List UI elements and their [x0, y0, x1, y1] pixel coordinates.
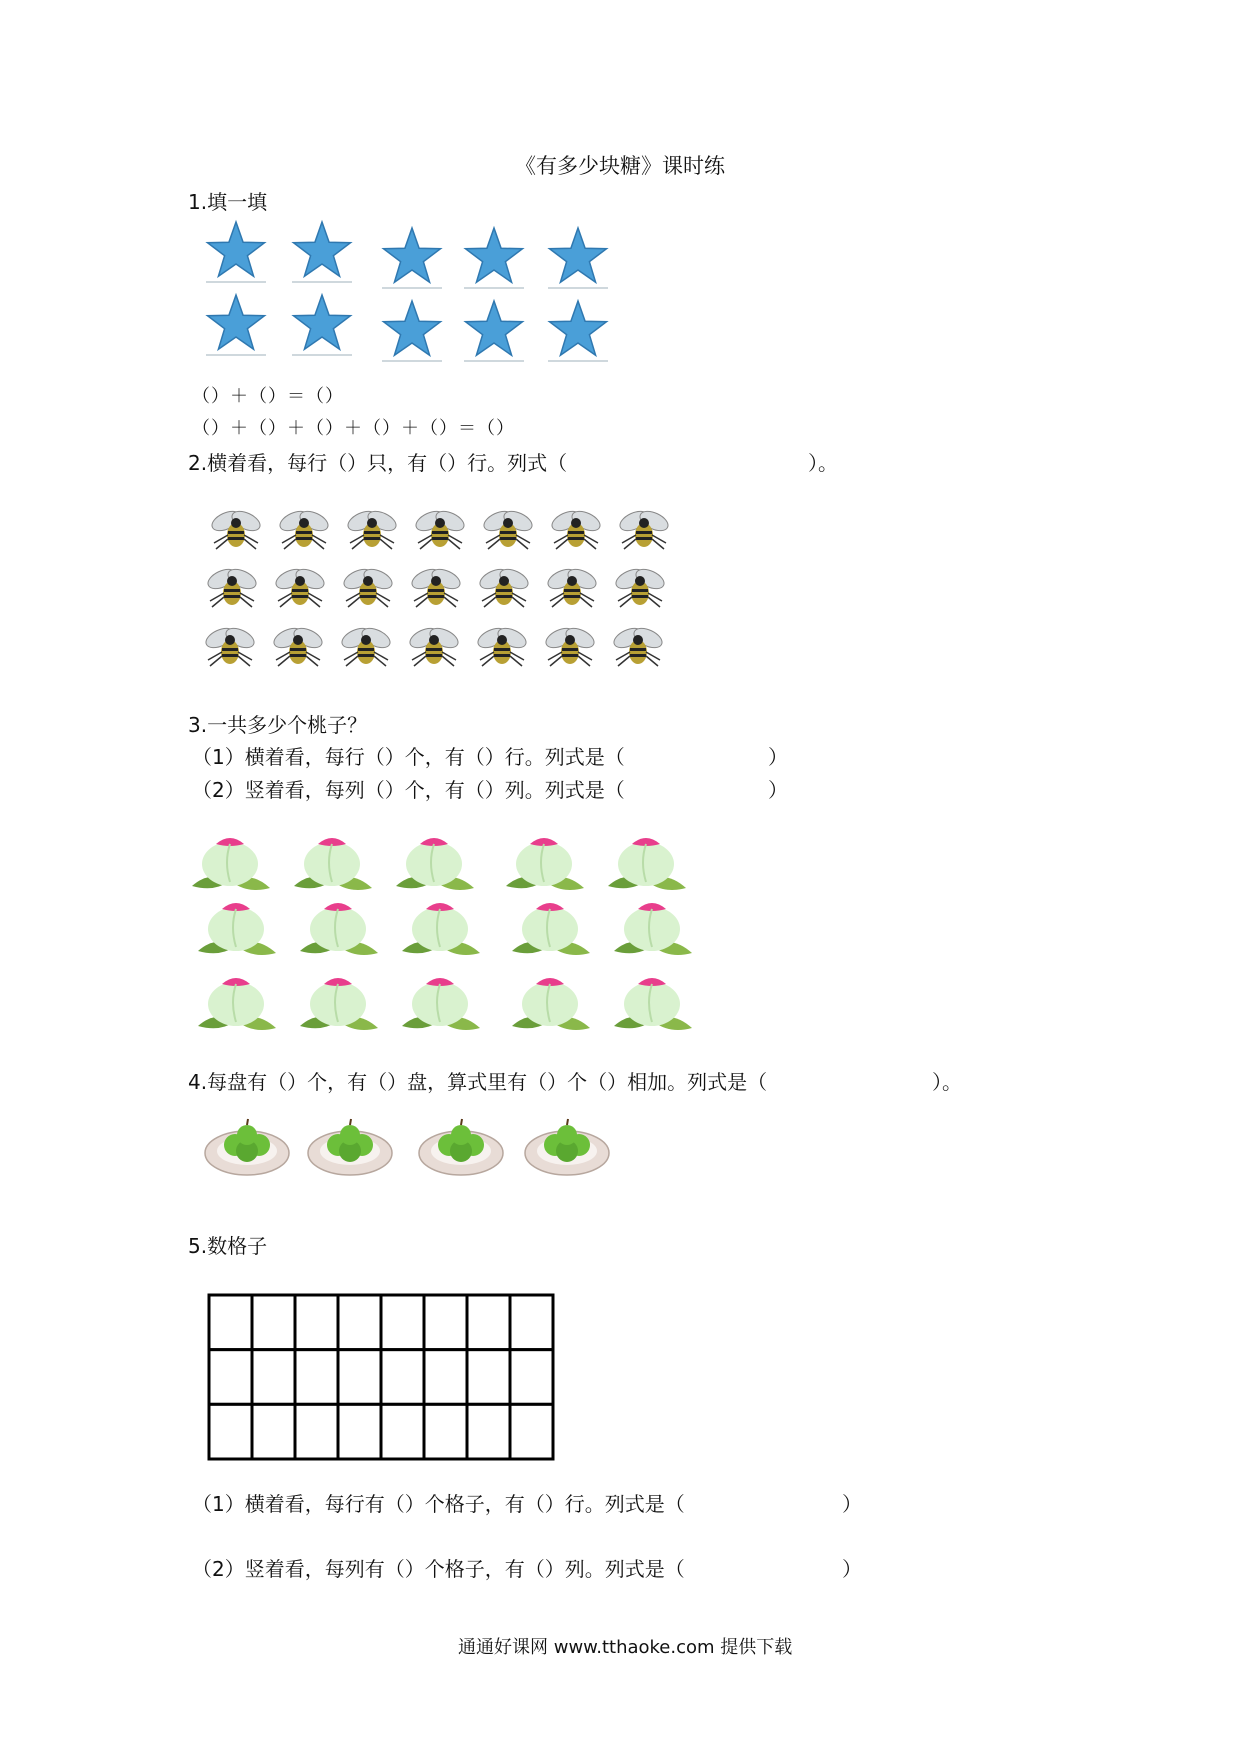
grid-cell [510, 1350, 553, 1405]
bee-icon [200, 622, 260, 670]
bee-icon [268, 622, 328, 670]
apple-plate-icon [203, 1115, 291, 1181]
bee-icon [474, 563, 534, 611]
grid-cell [424, 1350, 467, 1405]
grid-cell [338, 1350, 381, 1405]
grid-cell [295, 1350, 338, 1405]
grid-svg [206, 1292, 556, 1462]
grid-cell [510, 1404, 553, 1459]
grid-cell [252, 1295, 295, 1350]
bee-icon [338, 563, 398, 611]
grid-cell [252, 1404, 295, 1459]
bee-icon [274, 505, 334, 553]
bee-icon [404, 622, 464, 670]
peach-icon [398, 895, 484, 961]
peach-icon [610, 895, 696, 961]
bee-icon [472, 622, 532, 670]
peach-icon [502, 830, 588, 896]
peach-icon [392, 830, 478, 896]
star-icon [462, 299, 526, 363]
bee-icon [342, 505, 402, 553]
q1-equation-1: （）＋（）＝（） [192, 386, 344, 407]
q1-heading: 1.填一填 [188, 190, 268, 214]
q3-part2: （2）竖着看，每列（）个，有（）列。列式是（ [192, 778, 625, 802]
apple-plate-icon [306, 1115, 394, 1181]
bee-icon [478, 505, 538, 553]
peach-icon [398, 970, 484, 1036]
star-icon [290, 220, 354, 284]
grid-cell [338, 1404, 381, 1459]
q5-heading: 5.数格子 [188, 1234, 268, 1258]
q2-text: 2.横着看，每行（）只，有（）行。列式（ [188, 451, 568, 475]
grid-cell [209, 1404, 252, 1459]
grid-cell [381, 1295, 424, 1350]
peach-icon [610, 970, 696, 1036]
grid-cell [209, 1295, 252, 1350]
grid-cell [338, 1295, 381, 1350]
q5-part2: （2）竖着看，每列有（）个格子，有（）列。列式是（ [192, 1557, 685, 1581]
bee-icon [608, 622, 668, 670]
peach-icon [188, 830, 274, 896]
grid-cell [424, 1404, 467, 1459]
q3-heading: 3.一共多少个桃子？ [188, 713, 368, 737]
bee-icon [546, 505, 606, 553]
peach-icon [194, 970, 280, 1036]
bee-icon [206, 505, 266, 553]
bee-icon [542, 563, 602, 611]
bee-icon [336, 622, 396, 670]
grid-cell [295, 1295, 338, 1350]
bee-icon [610, 563, 670, 611]
grid-cell [424, 1295, 467, 1350]
bee-icon [614, 505, 674, 553]
q2-close: ）。 [808, 451, 838, 475]
peach-icon [290, 830, 376, 896]
q1-equation-2: （）＋（）＋（）＋（）＋（）＝（） [192, 418, 515, 439]
apple-plate-icon [417, 1115, 505, 1181]
star-icon [290, 293, 354, 357]
grid-cell [381, 1350, 424, 1405]
bee-icon [540, 622, 600, 670]
q4-text: 4.每盘有（）个，有（）盘，算式里有（）个（）相加。列式是（ [188, 1070, 768, 1094]
q5-part1-close: ） [842, 1492, 862, 1516]
q5-part2-close: ） [842, 1557, 862, 1581]
bee-icon [410, 505, 470, 553]
star-icon [204, 293, 268, 357]
star-icon [380, 226, 444, 290]
q3-part2-close: ） [768, 778, 788, 802]
counting-grid [206, 1292, 556, 1466]
bee-icon [270, 563, 330, 611]
grid-cell [467, 1295, 510, 1350]
star-icon [546, 226, 610, 290]
peach-icon [508, 895, 594, 961]
grid-cell [467, 1404, 510, 1459]
q3-part1-close: ） [768, 745, 788, 769]
apple-plate-icon [523, 1115, 611, 1181]
peach-icon [508, 970, 594, 1036]
bee-icon [406, 563, 466, 611]
grid-cell [510, 1295, 553, 1350]
star-icon [462, 226, 526, 290]
grid-cell [252, 1350, 295, 1405]
peach-icon [194, 895, 280, 961]
star-icon [204, 220, 268, 284]
star-icon [380, 299, 444, 363]
grid-cell [381, 1404, 424, 1459]
peach-icon [604, 830, 690, 896]
q4-close: ）。 [932, 1070, 962, 1094]
q3-part1: （1）横着看，每行（）个，有（）行。列式是（ [192, 745, 625, 769]
peach-icon [296, 970, 382, 1036]
star-icon [546, 299, 610, 363]
footer: 通通好课网 www.tthaoke.com 提供下载 [458, 1637, 793, 1658]
page-title: 《有多少块糖》课时练 [515, 154, 725, 178]
bee-icon [202, 563, 262, 611]
q5-part1: （1）横着看，每行有（）个格子，有（）行。列式是（ [192, 1492, 685, 1516]
grid-cell [295, 1404, 338, 1459]
peach-icon [296, 895, 382, 961]
grid-cell [467, 1350, 510, 1405]
grid-cell [209, 1350, 252, 1405]
